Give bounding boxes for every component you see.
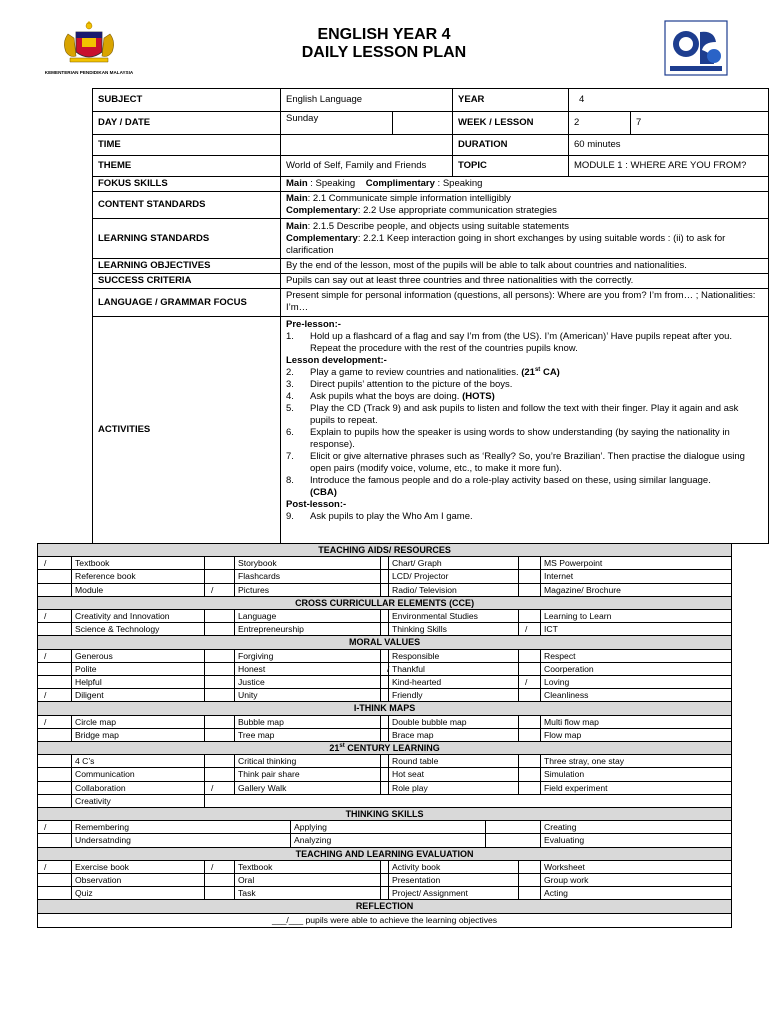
check-cell[interactable] [519,662,541,675]
check-cell[interactable] [205,715,235,728]
duration-label: DURATION [453,135,569,156]
fokus-label: FOKUS SKILLS [93,177,281,192]
check-cell[interactable] [38,834,72,847]
row-objectives [93,259,769,274]
aid-item: MS Powerpoint [541,557,732,570]
day-value: Sunday [281,112,393,135]
moral-item: Loving [541,676,732,689]
content-value [281,192,769,219]
moral-item: Honest [235,662,381,675]
teaching-aids-heading: TEACHING AIDS/ RESOURCES [38,544,732,557]
aid-item: Magazine/ Brochure [541,583,732,596]
table-row [38,728,732,741]
check-cell[interactable] [205,662,235,675]
table-row [38,662,732,675]
post-lesson-heading: Post-lesson:- [286,499,347,510]
moral-item: Thankful [389,662,519,675]
cce-item: Language [235,610,381,623]
day-extra-cell [393,112,453,135]
eval-item: Project/ Assignment [389,887,519,900]
check-cell[interactable] [205,623,235,636]
check-cell[interactable] [38,676,72,689]
grammar-value: Present simple for personal information (questions, all persons): Where are you from? I’m from… ; Nationalities: I’m… [281,289,769,317]
check-cell[interactable] [519,728,541,741]
eval-item: Textbook [235,860,381,873]
c21-item: 4 C’s [72,755,205,768]
year-label: YEAR [453,89,569,112]
c21-item: Three stray, one stay [541,755,732,768]
cce-item: Environmental Studies [389,610,519,623]
aid-item: Internet [541,570,732,583]
c21-item: Role play [389,781,519,794]
moral-item: Polite [72,662,205,675]
row-time [93,135,769,156]
check-cell[interactable] [205,874,235,887]
check-cell[interactable] [38,583,72,596]
check-cell[interactable] [519,557,541,570]
lesson-info-table [92,88,769,544]
c21-item: Hot seat [389,768,519,781]
check-cell[interactable] [519,781,541,794]
check-mark[interactable]: / [38,715,72,728]
reflection-heading: REFLECTION [38,900,732,913]
moral-item: Justice [235,676,381,689]
check-cell[interactable] [38,728,72,741]
century-learning-heading: 21st CENTURY LEARNING [38,742,732,755]
table-row [38,755,732,768]
theme-label: THEME [93,156,281,177]
check-cell[interactable] [205,887,235,900]
table-row [38,834,732,847]
pre-lesson-heading: Pre-lesson:- [286,319,341,330]
thinking-item: Applying [291,821,486,834]
c21-item: Field experiment [541,781,732,794]
table-row [38,794,732,807]
learning-label: LEARNING STANDARDS [93,219,281,259]
aid-item: Storybook [235,557,381,570]
eval-item: Exercise book [72,860,205,873]
title-line-1: ENGLISH YEAR 4 [317,26,451,43]
moral-item: Unity [235,689,381,702]
school-logo [664,20,728,76]
row-grammar [93,289,769,317]
check-cell[interactable] [205,557,235,570]
moral-item: Cleanliness [541,689,732,702]
lesson-value: 7 [631,112,769,135]
check-cell[interactable] [519,755,541,768]
activities-label: ACTIVITIES [93,317,281,544]
row-subject [93,89,769,112]
check-cell[interactable] [519,874,541,887]
check-cell[interactable] [519,860,541,873]
aid-item: LCD/ Projector [389,570,519,583]
table-row [38,649,732,662]
moral-item: Friendly [389,689,519,702]
table-row [38,570,732,583]
cce-item: ICT [541,623,732,636]
check-cell[interactable] [38,887,72,900]
table-row [38,610,732,623]
success-label: SUCCESS CRITERIA [93,274,281,289]
check-cell[interactable] [519,610,541,623]
time-label: TIME [93,135,281,156]
ithink-item: Double bubble map [389,715,519,728]
aid-item: Textbook [72,557,205,570]
row-content-standards [93,192,769,219]
check-cell[interactable] [519,887,541,900]
c21-item: Round table [389,755,519,768]
document-header [230,26,538,62]
check-cell[interactable] [38,768,72,781]
check-cell[interactable] [205,610,235,623]
content-main-value: : 2.1 Communicate simple information intelligibly [307,193,511,204]
table-row [38,623,732,636]
cce-item: Entrepreneurship [235,623,381,636]
aid-item: Radio/ Television [389,583,519,596]
cce-item: Learning to Learn [541,610,732,623]
row-theme [93,156,769,177]
table-row [38,887,732,900]
time-value [281,135,453,156]
table-row [38,913,732,927]
thinking-item: Creating [541,821,732,834]
check-cell[interactable] [381,715,389,728]
eval-item: Observation [72,874,205,887]
check-cell[interactable] [486,834,541,847]
cce-item: Thinking Skills [389,623,519,636]
ithink-item: Multi flow map [541,715,732,728]
title-line-2: DAILY LESSON PLAN [301,44,467,61]
ithink-item: Circle map [72,715,205,728]
check-cell[interactable] [381,689,389,702]
activity-2: 2. Play a game to review countries and nationalities. (21st CA) [286,366,560,378]
table-row [38,583,732,596]
check-cell[interactable] [381,557,389,570]
c21-item: Creativity [72,794,205,807]
table-row [38,676,732,689]
check-mark[interactable]: / [205,860,235,873]
check-mark[interactable]: / [38,557,72,570]
check-cell[interactable] [38,794,72,807]
reflection-text[interactable]: ___/___ pupils were able to achieve the learning objectives [38,913,732,927]
check-cell[interactable] [381,649,389,662]
school-emblem-icon [664,20,728,76]
check-cell[interactable] [381,755,389,768]
eval-item: Oral [235,874,381,887]
eval-item: Presentation [389,874,519,887]
ithink-item: Tree map [235,728,381,741]
topic-label: TOPIC [453,156,569,177]
check-cell[interactable] [519,583,541,596]
activity-1: 1. Hold up a flashcard of a flag and say I’m from (the US). I’m (American)’ Have pupils repeat after you. Repeat the procedure with the rest of the countries pupils know. [286,331,733,354]
c21-item: Critical thinking [235,755,381,768]
eval-item: Activity book [389,860,519,873]
check-cell[interactable] [38,570,72,583]
c21-item: Gallery Walk [235,781,381,794]
check-cell[interactable] [381,570,389,583]
table-row [38,781,732,794]
row-success [93,274,769,289]
check-mark[interactable]: / [38,689,72,702]
moral-item: Helpful [72,676,205,689]
week-value: 2 [569,112,631,135]
learning-comp-value: : 2.2.1 Keep interaction going in short exchanges by using suitable words : (ii) to ask for clarification [286,232,726,256]
c21-item: Think pair share [235,768,381,781]
check-mark[interactable]: / [38,649,72,662]
activity-8: 8. Introduce the famous people and do a role-play activity based on these, using similar language. (CBA) [286,475,711,498]
aid-item: Reference book [72,570,205,583]
row-fokus [93,177,769,192]
c21-item: Communication [72,768,205,781]
check-cell[interactable] [205,768,235,781]
subject-label: SUBJECT [93,89,281,112]
check-cell[interactable] [519,689,541,702]
activity-7: 7. Elicit or give alternative phrases such as ‘Really? So, you’re Brazilian’. Then practise the dialogue using open pairs (modify voice, volume, etc., to make it more fun). [286,451,745,474]
table-row [38,689,732,702]
ithink-item: Bridge map [72,728,205,741]
aid-item: Chart/ Graph [389,557,519,570]
moral-values-heading: MORAL VALUES [38,636,732,649]
check-mark[interactable]: / [205,781,235,794]
day-label: DAY / DATE [93,112,281,135]
learning-main-value: : 2.1.5 Describe people, and objects using suitable statements [307,220,570,232]
evaluation-heading: TEACHING AND LEARNING EVALUATION [38,847,732,860]
moral-item: Coorperation [541,662,732,675]
table-row [38,860,732,873]
year-value: 4 [569,89,769,112]
cce-item: Science & Technology [72,623,205,636]
activity-5: 5. Play the CD (Track 9) and ask pupils to listen and follow the text with their finger. Play it again and ask pupils to repeat. [286,403,739,426]
c21-item: Simulation [541,768,732,781]
table-row [38,715,732,728]
check-cell[interactable] [381,583,389,596]
check-cell[interactable] [519,715,541,728]
check-mark[interactable]: / [381,662,389,675]
check-cell[interactable] [381,728,389,741]
activity-3: 3. Direct pupils’ attention to the picture of the boys. [286,379,513,390]
table-row [38,874,732,887]
moral-item: Generous [72,649,205,662]
eval-item: Group work [541,874,732,887]
moral-item: Respect [541,649,732,662]
check-cell[interactable] [519,649,541,662]
eval-item: Quiz [72,887,205,900]
theme-value: World of Self, Family and Friends [281,156,453,177]
thinking-item: Undersatnding [72,834,291,847]
aid-item: Pictures [235,583,381,596]
check-mark[interactable]: / [519,623,541,636]
lesson-development-heading: Lesson development:- [286,355,387,366]
check-cell[interactable] [205,728,235,741]
thinking-item: Remembering [72,821,291,834]
fokus-value [281,177,769,192]
check-cell[interactable] [38,623,72,636]
fokus-comp-label: Complimentary [365,178,435,189]
row-learning-standards [93,219,769,259]
ministry-logo [36,20,142,78]
check-cell[interactable] [381,887,389,900]
moral-item: Kind-hearted [389,676,519,689]
check-cell[interactable] [381,768,389,781]
thinking-item: Evaluating [541,834,732,847]
activity-9: 9. Ask pupils to play the Who Am I game. [286,511,473,522]
thinking-item: Analyzing [291,834,486,847]
check-cell[interactable] [38,874,72,887]
c21-item: Collaboration [72,781,205,794]
moral-item: Responsible [389,649,519,662]
table-row [38,768,732,781]
check-mark[interactable]: / [519,676,541,689]
eval-item: Worksheet [541,860,732,873]
check-cell[interactable] [381,623,389,636]
learning-value [281,219,769,259]
learning-comp-label: Complementary [286,232,358,244]
fokus-main-label: Main [286,178,308,189]
grammar-label: LANGUAGE / GRAMMAR FOCUS [93,289,281,317]
cce-item: Creativity and Innovation [72,610,205,623]
learning-main-label: Main [286,220,308,232]
topic-value: MODULE 1 : WHERE ARE YOU FROM? [569,156,769,177]
table-row [38,557,732,570]
ithink-item: Bubble map [235,715,381,728]
check-cell[interactable] [381,874,389,887]
moral-item: Diligent [72,689,205,702]
check-cell[interactable] [486,821,541,834]
aid-item: Module [72,583,205,596]
check-mark[interactable]: / [38,610,72,623]
activities-value [281,317,769,544]
checklist-grid [37,543,732,928]
check-cell[interactable] [519,768,541,781]
ithink-item: Flow map [541,728,732,741]
ithink-item: Brace map [389,728,519,741]
eval-item: Acting [541,887,732,900]
check-cell[interactable] [205,649,235,662]
aid-item: Flashcards [235,570,381,583]
thinking-skills-heading: THINKING SKILLS [38,808,732,821]
fokus-main-value: : Speaking [307,178,356,189]
check-cell[interactable] [205,570,235,583]
check-cell[interactable] [205,689,235,702]
row-day [93,112,769,135]
check-cell[interactable] [381,610,389,623]
check-cell[interactable] [205,755,235,768]
moral-item: Forgiving [235,649,381,662]
check-cell[interactable] [38,781,72,794]
content-label: CONTENT STANDARDS [93,192,281,219]
table-row [38,821,732,834]
objectives-value: By the end of the lesson, most of the pupils will be able to talk about countries and nationalities. [281,259,769,274]
subject-value: English Language [281,89,453,112]
success-value: Pupils can say out at least three countries and three nationalities with the correctly. [281,274,769,289]
cce-heading: CROSS CURRICULLAR ELEMENTS (CCE) [38,596,732,609]
eval-item: Task [235,887,381,900]
check-cell[interactable] [381,781,389,794]
content-comp-label: Complementary [286,205,358,216]
check-mark[interactable]: / [38,821,72,834]
activity-4: 4. Ask pupils what the boys are doing. (HOTS) [286,391,495,402]
check-cell[interactable] [38,662,72,675]
activity-6: 6. Explain to pupils how the speaker is using words to show understanding (by saying the nationality in response). [286,427,730,450]
check-cell[interactable] [205,676,235,689]
week-label: WEEK / LESSON [453,112,569,135]
check-cell[interactable] [381,676,389,689]
ithink-maps-heading: I-THINK MAPS [38,702,732,715]
content-comp-value: : 2.2 Use appropriate communication strategies [357,205,557,216]
objectives-label: LEARNING OBJECTIVES [93,259,281,274]
check-cell[interactable] [381,860,389,873]
fokus-comp-value: : Speaking [434,178,483,189]
check-mark[interactable]: / [205,583,235,596]
check-cell[interactable] [519,570,541,583]
duration-value: 60 minutes [569,135,769,156]
empty-cell [205,794,732,807]
check-mark[interactable]: / [38,860,72,873]
content-main-label: Main [286,193,308,204]
check-cell[interactable] [38,755,72,768]
ministry-name: KEMENTERIAN PENDIDIKAN MALAYSIA [44,70,134,75]
row-activities [93,317,769,544]
